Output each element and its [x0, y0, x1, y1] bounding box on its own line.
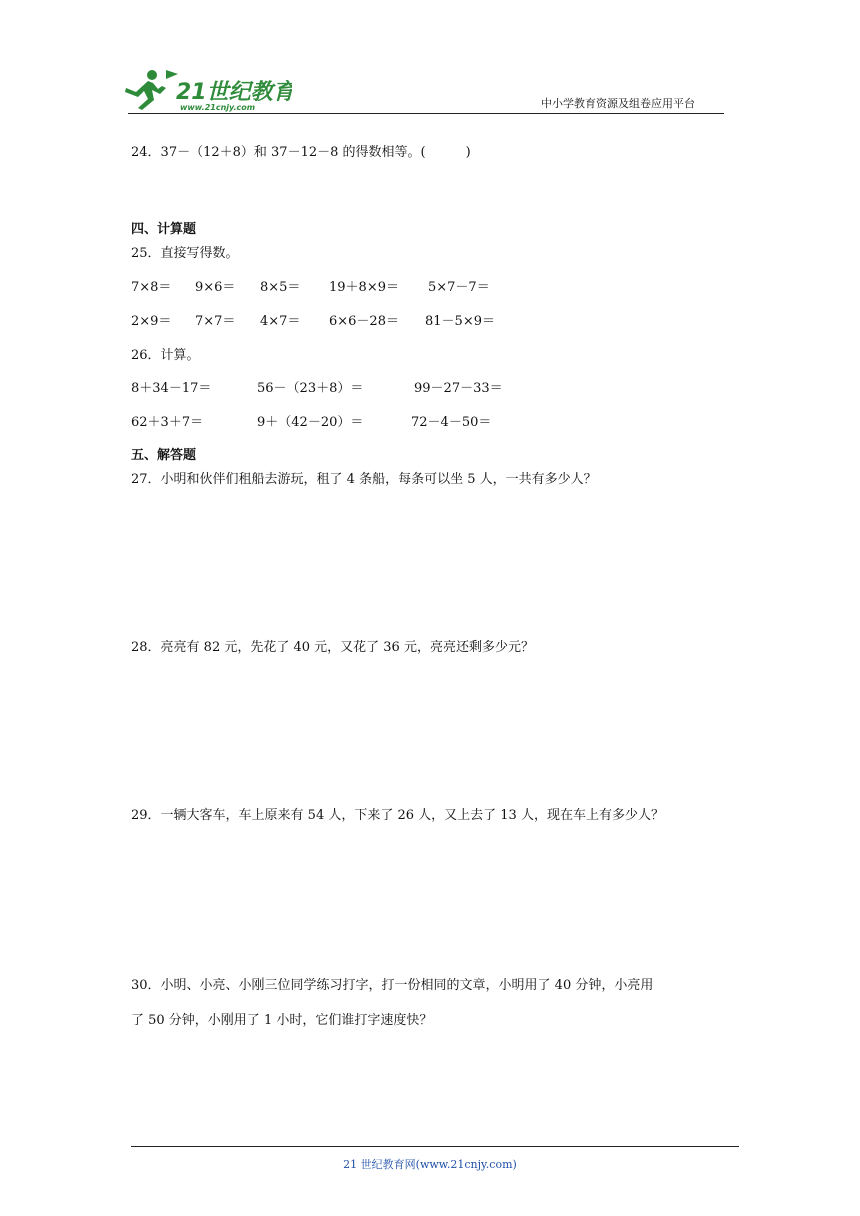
q26-item: 99－27－33＝	[414, 381, 503, 396]
header-rule	[128, 113, 724, 114]
question-27: 27．小明和伙伴们租船去游玩，租了 4 条船，每条可以坐 5 人，一共有多少人？	[131, 472, 597, 487]
q25-item: 2×9＝	[131, 314, 172, 329]
answer-area[interactable]	[131, 662, 731, 792]
q24-body: 37－（12＋8）和 37－12－8 的得数相等。(	[160, 145, 426, 160]
question-26-stem: 26．计算。	[131, 348, 200, 363]
q26-item: 9＋（42－20）＝	[257, 415, 364, 430]
section-title: 四、计算题	[131, 222, 197, 237]
answer-area[interactable]	[131, 830, 731, 960]
footer-rule	[131, 1146, 739, 1147]
q26-item: 62＋3＋7＝	[131, 415, 204, 430]
question-24	[131, 146, 471, 159]
logo-text: 21世纪教育	[176, 80, 292, 105]
question-30-line1: 30．小明、小亮、小刚三位同学练习打字，打一份相同的文章，小明用了 40 分钟，小亮用	[131, 978, 654, 993]
footer-link[interactable]: 21 世纪教育网(www.21cnjy.com)	[343, 1158, 517, 1171]
q25-item: 81－5×9＝	[425, 314, 495, 329]
q24-text: 24．	[131, 145, 161, 160]
q25-item: 8×5＝	[260, 280, 301, 295]
q25-item: 19＋8×9＝	[329, 280, 399, 295]
q25-item: 5×7－7＝	[428, 280, 490, 295]
question-30-line2: 了 50 分钟，小刚用了 1 小时，它们谁打字速度快？	[131, 1013, 433, 1028]
q25-item: 7×7＝	[195, 314, 236, 329]
logo-url: www.21cnjy.com	[180, 103, 256, 112]
q26-item: 56－（23＋8）＝	[257, 381, 364, 396]
q24-close: )	[465, 145, 471, 160]
question-29: 29．一辆大客车，车上原来有 54 人，下来了 26 人，又上去了 13 人，现在车上有多少人？	[131, 808, 664, 823]
answer-area[interactable]	[131, 1035, 731, 1135]
question-28: 28．亮亮有 82 元，先花了 40 元，又花了 36 元，亮亮还剩多少元？	[131, 640, 534, 655]
platform-name: 中小学教育资源及组卷应用平台	[541, 97, 695, 110]
q26-item: 72－4－50＝	[411, 415, 492, 430]
question-25-stem: 25．直接写得数。	[131, 246, 239, 261]
answer-area[interactable]	[131, 494, 731, 624]
q25-item: 4×7＝	[260, 314, 301, 329]
q25-item: 7×8＝	[131, 280, 172, 295]
site-logo	[122, 66, 292, 112]
q26-item: 8＋34－17＝	[131, 381, 212, 396]
q25-item: 6×6－28＝	[329, 314, 399, 329]
section-title: 五、解答题	[131, 448, 197, 463]
q25-item: 9×6＝	[195, 280, 236, 295]
